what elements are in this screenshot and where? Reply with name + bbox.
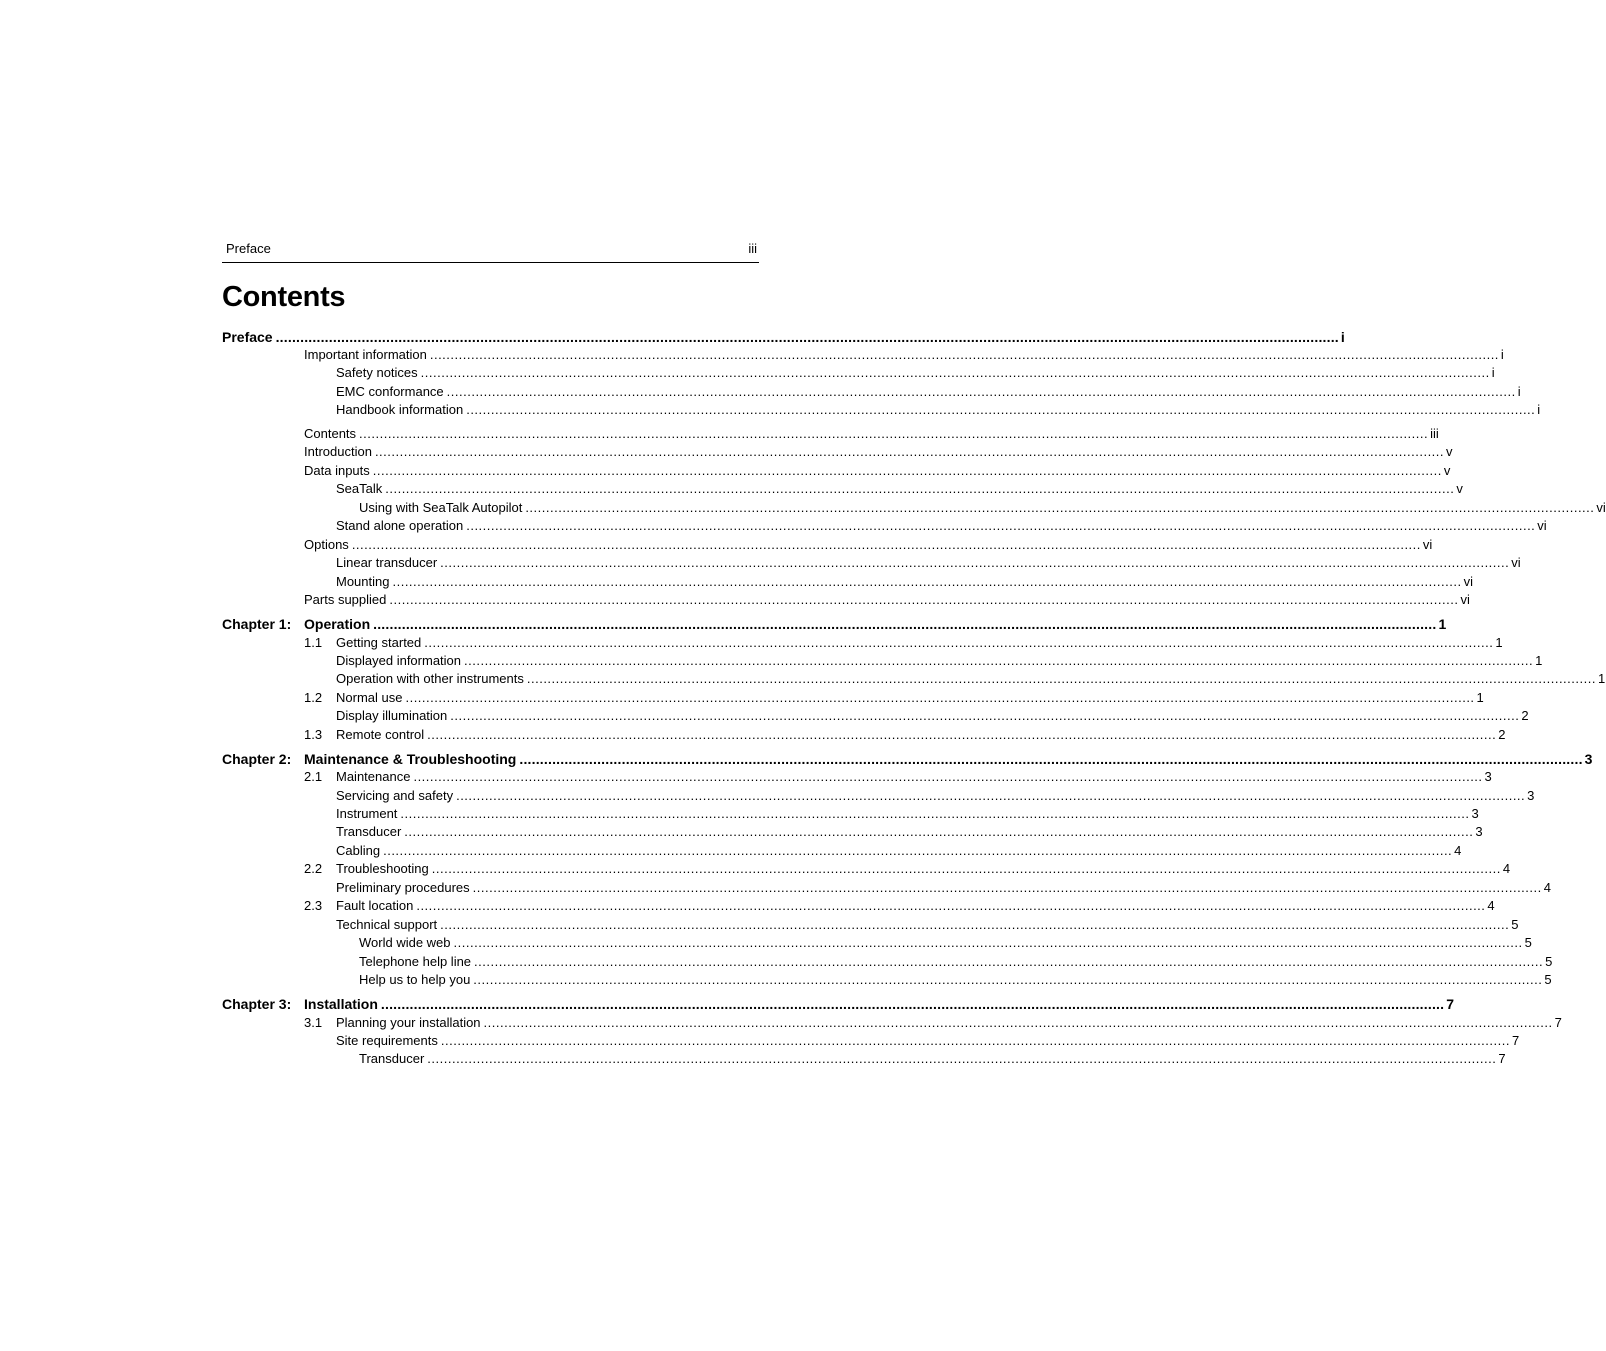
toc-entry-row[interactable] [222,573,1473,591]
toc-entry-label: Telephone help line [359,954,472,969]
toc-entry-label: Using with SeaTalk Autopilot [359,500,523,515]
toc-dot-leader: .................................................................................................................................................................................................................................................................... [464,653,1534,668]
toc-dot-leader: .................................................................................................................................................................................................................................................................... [525,500,1595,515]
toc-entry-row[interactable] [222,707,1529,725]
toc-page-number: v [1456,481,1463,496]
toc-section-number: 2.3 [304,898,323,913]
toc-entry[interactable] [336,364,1495,382]
toc-dot-leader: .................................................................................................................................................................................................................................................................... [400,806,1470,821]
toc-entry[interactable] [336,879,1551,897]
toc-dot-leader: .................................................................................................................................................................................................................................................................... [405,690,1475,705]
toc-entry-label: Displayed information [336,653,462,668]
toc-entry[interactable] [359,1050,1506,1068]
toc-entry-label: Transducer [336,824,402,839]
toc-chapter-label: Chapter 1: [222,616,292,632]
toc-page-number: 4 [1454,843,1462,858]
toc-entry[interactable] [336,1014,1562,1032]
running-header [222,240,759,263]
toc-dot-leader: .................................................................................................................................................................................................................................................................... [440,917,1510,932]
toc-entry-row[interactable] [222,953,1553,971]
toc-page-number: vi [1463,574,1473,589]
toc-page-number: 1 [1495,635,1503,650]
toc-entry-row[interactable] [222,499,1606,517]
toc-page-number: vi [1596,500,1606,515]
toc-entry[interactable] [336,517,1547,535]
toc-entry-label: Installation [304,996,378,1012]
toc-entry[interactable] [359,934,1532,952]
toc-entry[interactable] [336,554,1521,572]
toc-page-number: 5 [1544,972,1552,987]
toc-section-number: 2.1 [304,769,323,784]
toc-entry-label: Planning your installation [336,1015,481,1030]
toc-dot-leader: .................................................................................................................................................................................................................................................................... [373,616,1437,632]
toc-page-number: 5 [1524,935,1532,950]
toc-entry-label: Maintenance & Troubleshooting [304,751,517,767]
toc-page-number: v [1446,444,1453,459]
toc-dot-leader: .................................................................................................................................................................................................................................................................... [453,935,1523,950]
toc-entry-row[interactable] [222,897,1495,915]
toc-chapter-row[interactable] [222,615,1447,633]
toc-entry-row[interactable] [222,634,1503,652]
toc-entry-label: Site requirements [336,1033,438,1048]
toc-page-number: 1 [1597,671,1606,686]
toc-dot-leader: .................................................................................................................................................................................................................................................................... [351,537,1421,552]
toc-page-number: 3 [1471,806,1479,821]
toc-entry[interactable] [304,615,1447,633]
toc-dot-leader: .................................................................................................................................................................................................................................................................... [446,384,1516,399]
toc-dot-leader: .................................................................................................................................................................................................................................................................... [424,635,1494,650]
toc-entry-row[interactable] [222,689,1484,707]
toc-page-number: 4 [1543,880,1551,895]
page-title: Contents [222,281,346,313]
toc-dot-leader: .................................................................................................................................................................................................................................................................... [450,708,1520,723]
toc-entry-row[interactable] [222,860,1511,878]
toc-chapter-row[interactable] [222,328,1345,346]
toc-dot-leader: .................................................................................................................................................................................................................................................................... [359,426,1429,441]
toc-entry[interactable] [336,670,1606,688]
toc-entry-label: Help us to help you [359,972,471,987]
toc-dot-leader: .................................................................................................................................................................................................................................................................... [472,880,1542,895]
toc-entry-label: Linear transducer [336,555,438,570]
toc-chapter-label: Chapter 2: [222,751,292,767]
toc-entry[interactable] [304,536,1433,554]
toc-entry[interactable] [304,591,1470,609]
toc-entry-row[interactable] [222,726,1506,744]
toc-page-number: vi [1422,537,1433,552]
toc-page-number: 7 [1498,1051,1506,1066]
toc-entry-label: Options [304,537,349,552]
toc-entry[interactable] [336,652,1543,670]
toc-entry-label: Transducer [359,1051,425,1066]
toc-entry[interactable] [304,995,1455,1013]
toc-entry[interactable] [336,401,1541,419]
document-page [222,0,1606,1351]
toc-chapter-row[interactable] [222,750,1593,768]
toc-entry-row[interactable] [222,517,1547,535]
toc-dot-leader: .................................................................................................................................................................................................................................................................... [385,481,1455,496]
toc-entry-row[interactable] [222,364,1495,382]
toc-entry-label: Technical support [336,917,438,932]
toc-entry-label: Preliminary procedures [336,880,470,895]
toc-entry-row[interactable] [222,591,1470,609]
toc-entry-label: Preface [222,329,273,345]
toc-page-number: 4 [1487,898,1495,913]
toc-page-number: 4 [1502,861,1511,876]
toc-page-number: i [1517,384,1521,399]
toc-entry-row[interactable] [222,787,1535,805]
toc-dot-leader: .................................................................................................................................................................................................................................................................... [275,329,1339,345]
toc-page-number: i [1340,329,1345,345]
toc-dot-leader: .................................................................................................................................................................................................................................................................... [416,898,1486,913]
toc-entry[interactable] [336,707,1529,725]
toc-dot-leader: .................................................................................................................................................................................................................................................................... [466,518,1536,533]
toc-entry[interactable] [336,573,1473,591]
toc-entry-row[interactable] [222,536,1433,554]
toc-page-number: 7 [1446,996,1455,1012]
toc-entry-row[interactable] [222,652,1543,670]
toc-entry-label: Contents [304,426,357,441]
toc-entry-label: EMC conformance [336,384,444,399]
toc-page-number: 5 [1511,917,1519,932]
toc-entry-row[interactable] [222,346,1504,364]
toc-entry-row[interactable] [222,842,1462,860]
toc-dot-leader: .................................................................................................................................................................................................................................................................... [427,1051,1497,1066]
toc-entry[interactable] [336,383,1521,401]
toc-section-number: 1.1 [304,635,323,650]
toc-entry-row[interactable] [222,823,1483,841]
toc-chapter-label: Chapter 3: [222,996,292,1012]
toc-entry-label: Maintenance [336,769,411,784]
header-section: Preface [226,241,271,256]
toc-page-number: i [1537,402,1541,417]
toc-section-number: 1.3 [304,727,323,742]
toc-entry-row[interactable] [222,462,1451,480]
toc-entry[interactable] [336,860,1511,878]
toc-dot-leader: .................................................................................................................................................................................................................................................................... [526,671,1596,686]
toc-entry[interactable] [359,499,1606,517]
toc-entry-label: Troubleshooting [336,861,429,876]
toc-entry[interactable] [336,823,1483,841]
toc-entry[interactable] [336,805,1479,823]
toc-entry-row[interactable] [222,1014,1562,1032]
toc-entry-label: Display illumination [336,708,448,723]
toc-dot-leader: .................................................................................................................................................................................................................................................................... [456,788,1526,803]
toc-entry[interactable] [336,897,1495,915]
toc-entry[interactable] [336,634,1503,652]
toc-entry[interactable] [336,916,1519,934]
toc-page-number: 1 [1535,653,1543,668]
toc-dot-leader: .................................................................................................................................................................................................................................................................... [413,769,1483,784]
toc-section-number: 2.2 [304,861,323,876]
toc-entry[interactable] [359,953,1553,971]
toc-entry-label: Cabling [336,843,381,858]
toc-entry[interactable] [336,842,1462,860]
toc-page-number: vi [1460,592,1470,607]
toc-entry-row[interactable] [222,934,1532,952]
toc-page-number: 7 [1554,1015,1562,1030]
toc-page-number: vi [1537,518,1547,533]
toc-page-number: iii [1430,426,1439,441]
toc-dot-leader: .................................................................................................................................................................................................................................................................... [519,751,1583,767]
toc-entry-row[interactable] [222,425,1439,443]
toc-entry-label: World wide web [359,935,451,950]
toc-entry-label: Normal use [336,690,403,705]
toc-entry-label: Instrument [336,806,398,821]
header-page-number: iii [748,241,757,256]
toc-page-number: i [1491,365,1495,380]
toc-entry[interactable] [304,425,1439,443]
toc-page-number: 5 [1545,954,1553,969]
toc-entry-label: Getting started [336,635,422,650]
toc-dot-leader: .................................................................................................................................................................................................................................................................... [474,954,1544,969]
toc-entry-row[interactable] [222,879,1551,897]
toc-entry[interactable] [336,787,1535,805]
toc-dot-leader: .................................................................................................................................................................................................................................................................... [431,861,1501,876]
toc-entry-label: Data inputs [304,463,370,478]
toc-entry[interactable] [336,1032,1520,1050]
toc-entry-label: Mounting [336,574,390,589]
toc-entry-row[interactable] [222,916,1519,934]
toc-dot-leader: .................................................................................................................................................................................................................................................................... [392,574,1462,589]
toc-entry[interactable] [304,346,1504,364]
toc-section-number: 1.2 [304,690,323,705]
toc-dot-leader: .................................................................................................................................................................................................................................................................... [420,365,1490,380]
toc-dot-leader: .................................................................................................................................................................................................................................................................... [473,972,1543,987]
toc-entry-row[interactable] [222,554,1521,572]
toc-entry-label: Parts supplied [304,592,387,607]
toc-dot-leader: .................................................................................................................................................................................................................................................................... [466,402,1536,417]
toc-page-number: 2 [1498,727,1506,742]
toc-page-number: 3 [1484,769,1492,784]
toc-dot-leader: .................................................................................................................................................................................................................................................................... [372,463,1442,478]
toc-entry-label: Operation with other instruments [336,671,524,686]
toc-page-number: v [1443,463,1451,478]
toc-entry-label: Important information [304,347,427,362]
toc-entry-row[interactable] [222,443,1453,461]
toc-entry-label: Remote control [336,727,425,742]
toc-dot-leader: .................................................................................................................................................................................................................................................................... [440,555,1510,570]
toc-entry[interactable] [222,328,1345,346]
toc-page-number: 1 [1476,690,1484,705]
toc-entry[interactable] [336,689,1484,707]
toc-entry-row[interactable] [222,480,1463,498]
toc-entry-row[interactable] [222,805,1479,823]
toc-dot-leader: .................................................................................................................................................................................................................................................................... [389,592,1459,607]
toc-page-number: i [1500,347,1504,362]
toc-dot-leader: .................................................................................................................................................................................................................................................................... [404,824,1474,839]
toc-entry-label: Servicing and safety [336,788,454,803]
toc-entry-label: Introduction [304,444,372,459]
toc-entry[interactable] [304,750,1593,768]
toc-entry-row[interactable] [222,383,1521,401]
toc-dot-leader: .................................................................................................................................................................................................................................................................... [427,727,1497,742]
toc-dot-leader: .................................................................................................................................................................................................................................................................... [483,1015,1553,1030]
toc-entry-label: Handbook information [336,402,464,417]
toc-dot-leader: .................................................................................................................................................................................................................................................................... [440,1033,1510,1048]
toc-entry[interactable] [304,462,1451,480]
toc-page-number: 3 [1527,788,1535,803]
toc-dot-leader: .................................................................................................................................................................................................................................................................... [380,996,1445,1012]
toc-entry-label: Stand alone operation [336,518,464,533]
toc-entry[interactable] [304,443,1453,461]
toc-entry-row[interactable] [222,401,1541,419]
toc-page-number: 7 [1511,1033,1520,1048]
toc-page-number: 3 [1584,751,1593,767]
toc-entry[interactable] [359,971,1552,989]
toc-entry-row[interactable] [222,768,1492,786]
toc-entry[interactable] [336,480,1463,498]
toc-entry-row[interactable] [222,670,1606,688]
toc-chapter-row[interactable] [222,995,1455,1013]
toc-entry[interactable] [336,768,1492,786]
toc-page-number: 2 [1521,708,1529,723]
toc-page-number: 3 [1475,824,1483,839]
toc-entry-row[interactable] [222,971,1552,989]
toc-entry-label: Fault location [336,898,414,913]
toc-entry[interactable] [336,726,1506,744]
toc-section-number: 3.1 [304,1015,323,1030]
toc-page-number: vi [1511,555,1521,570]
toc-entry-label: Safety notices [336,365,418,380]
toc-dot-leader: .................................................................................................................................................................................................................................................................... [429,347,1499,362]
toc-page-number: 1 [1438,616,1447,632]
toc-dot-leader: .................................................................................................................................................................................................................................................................... [374,444,1445,459]
toc-entry-label: SeaTalk [336,481,383,496]
toc-dot-leader: .................................................................................................................................................................................................................................................................... [383,843,1453,858]
toc-entry-label: Operation [304,616,371,632]
toc-entry-row[interactable] [222,1032,1520,1050]
toc-entry-row[interactable] [222,1050,1506,1068]
